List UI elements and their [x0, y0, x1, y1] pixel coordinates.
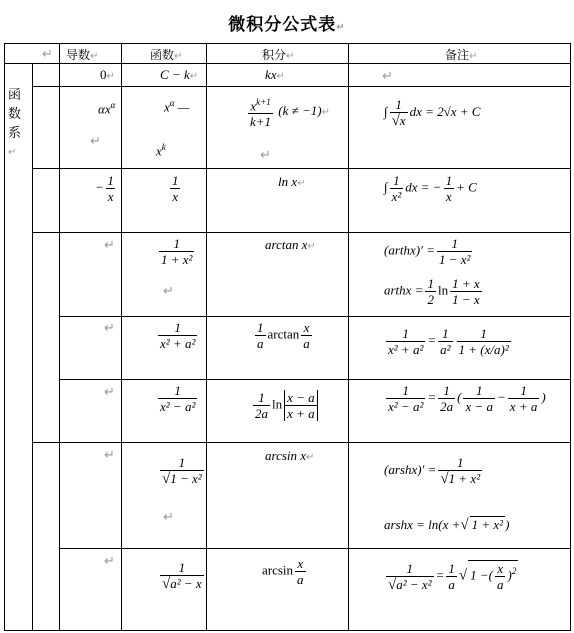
r5-function	[156, 320, 206, 351]
header-integral-text: 积分	[262, 48, 287, 62]
r6-function-frac	[158, 383, 197, 414]
category-char: 函	[8, 88, 22, 103]
grid-line	[206, 43, 207, 630]
r8-note-frac2	[446, 561, 457, 592]
grid-line	[32, 86, 571, 87]
r4-derivative-mark: ↵	[104, 238, 115, 253]
numerator: 1	[475, 383, 483, 398]
r2-integral	[246, 95, 330, 129]
r4-integral-text: arctan x	[265, 237, 308, 252]
denominator: a	[257, 336, 264, 351]
r8-note-frac3	[495, 561, 506, 592]
category-char-text: 系	[8, 126, 22, 141]
paragraph-mark: ↵	[469, 51, 478, 62]
ln-text: ln	[437, 282, 449, 298]
r3-note-mid: dx = −	[405, 179, 442, 195]
numerator: 1	[393, 173, 400, 188]
denominator: 1 − x²	[438, 252, 471, 267]
r7-note2-lhs: arshx = ln(x +	[384, 517, 461, 532]
grid-line	[59, 379, 571, 380]
r8-function-frac	[160, 560, 204, 592]
denominator: x² − a²	[160, 399, 196, 414]
arctan-text: arctan	[267, 326, 300, 342]
r3-note-frac	[390, 173, 404, 204]
numerator: x	[297, 556, 304, 571]
header-note-text: 备注	[445, 48, 470, 62]
denominator: 2a	[255, 406, 268, 421]
equals-sign: =	[435, 567, 445, 583]
r3-function-frac	[170, 173, 181, 204]
numerator: 1	[395, 97, 402, 112]
denominator: 2	[427, 292, 434, 307]
r4-note-1	[384, 236, 474, 267]
r8-function	[158, 560, 206, 592]
sqrt-icon: √	[162, 576, 171, 592]
header-derivative	[66, 46, 98, 63]
r1-derivative-text: 0	[100, 67, 107, 82]
denominator: a	[448, 577, 455, 592]
numerator: 1	[172, 173, 179, 188]
r3-note-frac2	[444, 173, 455, 204]
paragraph-mark: ↵	[8, 147, 17, 158]
r6-note-frac4	[508, 383, 540, 414]
title-text: 微积分公式表	[228, 15, 337, 35]
r8-integral-frac	[295, 556, 306, 587]
paren-close: )	[505, 517, 510, 532]
den-text: a² − x	[170, 576, 202, 591]
header-note	[445, 46, 477, 63]
numerator: x	[303, 320, 310, 335]
denominator: x	[445, 189, 452, 204]
r7-note-lhs: (arshx)′ =	[384, 461, 437, 477]
grid-line	[4, 43, 571, 44]
denominator: x + a	[287, 406, 315, 421]
paragraph-mark: ↵	[174, 51, 183, 62]
r4-note2-lhs: arthx =	[384, 282, 424, 298]
paragraph-mark: ↵	[90, 51, 99, 62]
grid-line	[32, 168, 571, 169]
num-exp: k+1	[256, 97, 271, 107]
numerator: x	[497, 561, 504, 576]
integral-sign: ∫	[384, 179, 388, 195]
denominator	[438, 470, 482, 487]
r5-note-frac3	[457, 326, 511, 357]
numerator: 1	[480, 326, 487, 341]
r4-note2-frac2	[450, 276, 482, 307]
r2-integral-frac	[248, 95, 273, 129]
grid-line	[59, 548, 571, 549]
category-char	[8, 124, 28, 162]
sqrt-icon: √	[391, 113, 400, 129]
r8-note-frac	[386, 561, 434, 593]
numerator: 1	[258, 390, 265, 405]
ln-text: ln	[272, 396, 283, 412]
r4-function	[157, 236, 196, 267]
numerator: 1	[174, 320, 181, 335]
sqrt-icon: √	[388, 576, 397, 593]
r5-integral-frac2	[301, 320, 312, 351]
grid-line	[32, 63, 33, 630]
numerator: 1	[457, 455, 464, 470]
numerator: 1	[427, 276, 434, 291]
r6-derivative-mark: ↵	[104, 385, 115, 400]
radicand: 1 −( $\frac{x}{a}$ )$^2$	[470, 561, 517, 592]
r4-note-2	[384, 276, 484, 307]
numerator: 1	[173, 236, 180, 251]
grid-line	[121, 43, 122, 630]
r3-function	[168, 173, 183, 204]
r3-note	[384, 173, 477, 204]
den-text: 1 − x²	[170, 471, 202, 486]
numerator: 1	[257, 320, 264, 335]
denominator: a	[303, 336, 310, 351]
r4-note-lhs: (arthx)′ =	[384, 242, 435, 258]
paragraph-mark: ↵	[321, 107, 331, 119]
header-integral	[262, 46, 294, 63]
paragraph-mark: ↵	[336, 22, 346, 33]
denominator: x² − a²	[388, 399, 424, 414]
header-function	[150, 46, 182, 63]
r4-function-frac	[159, 236, 194, 267]
paragraph-mark: ↵	[307, 241, 316, 252]
sqrt-icon: √	[458, 567, 468, 584]
den-text: 1 + x²	[448, 471, 481, 486]
r4-note2-frac	[425, 276, 436, 307]
r2-derivative	[98, 100, 121, 117]
r5-integral-frac	[255, 320, 266, 351]
r6-function	[156, 383, 206, 414]
r3-integral-text: ln x	[278, 174, 298, 189]
r2-derivative-mark: ↵	[90, 134, 101, 149]
paragraph-mark: ↵	[106, 71, 115, 82]
integral-sign: ∫	[384, 103, 388, 119]
numerator: 1	[445, 173, 453, 188]
arcsin-text: arcsin	[262, 562, 294, 578]
grid-line	[4, 43, 5, 630]
denominator: x + a	[509, 399, 538, 414]
denominator: a	[496, 577, 504, 592]
r5-derivative-mark: ↵	[104, 321, 115, 336]
denominator: 1 + (x/a)²	[458, 342, 509, 357]
r2-derivative-text: αx	[98, 101, 111, 117]
r2-note-frac	[390, 97, 408, 129]
r3-derivative-frac	[105, 173, 116, 204]
r5-function-frac	[158, 320, 197, 351]
radicand-lead: 1 −	[470, 567, 489, 583]
paragraph-mark: ↵	[189, 71, 199, 82]
numerator: 1	[107, 173, 114, 188]
r7-integral	[265, 448, 314, 464]
numerator: 1 + x	[452, 276, 480, 291]
sqrt-icon: √	[162, 471, 171, 487]
r2-function-top-exp: α	[169, 98, 175, 108]
r7-function	[158, 455, 206, 487]
denominator: 1 − x	[452, 292, 480, 307]
paren-close: )	[541, 389, 546, 405]
den-text: a² − x²	[396, 576, 432, 592]
r2-integral-cond: (k ≠ −1)	[278, 103, 322, 119]
numerator: 1	[178, 455, 186, 470]
numerator	[248, 95, 272, 113]
numerator: x − a	[287, 390, 315, 405]
denominator: x	[172, 189, 179, 204]
r5-note-frac	[386, 326, 425, 357]
paragraph-mark: ↵	[297, 178, 306, 189]
grid-line	[4, 630, 571, 631]
page-title	[0, 10, 574, 35]
denominator: 1 + x²	[161, 252, 193, 267]
r3-derivative	[96, 173, 121, 204]
numerator: 1	[442, 326, 449, 341]
r4-note-frac	[437, 236, 472, 267]
denominator	[160, 470, 204, 487]
r3-note-tail: + C	[456, 179, 477, 195]
r5-note	[384, 326, 513, 357]
denominator: x² + a²	[388, 342, 424, 357]
r8-note	[384, 560, 518, 593]
denominator	[160, 575, 204, 592]
header-corner-mark: ↵	[42, 47, 53, 62]
r7-note-1	[384, 455, 484, 487]
r1-note-mark: ↵	[382, 69, 393, 84]
r6-note-frac2	[438, 383, 455, 414]
denominator: 2a	[440, 399, 454, 414]
denominator	[386, 576, 434, 593]
r6-note-frac3	[463, 383, 495, 414]
grid-line	[32, 232, 571, 233]
minus-sign: −	[497, 389, 506, 405]
paragraph-mark: ↵	[286, 51, 295, 62]
r6-note-frac	[386, 383, 425, 414]
r2-derivative-exp: α	[110, 100, 116, 110]
r7-function-mark: ↵	[163, 510, 174, 525]
paren-open: (	[457, 389, 462, 405]
r7-integral-text: arcsin x	[265, 448, 307, 463]
den-text: x	[399, 113, 406, 128]
radicand: 1 + x²	[471, 517, 504, 532]
equals-sign: =	[427, 332, 437, 348]
grid-line	[4, 63, 571, 64]
r2-integral-mark: ↵	[260, 148, 271, 163]
power: 2	[511, 566, 517, 577]
denominator: x − a	[465, 399, 494, 414]
r1-integral-text: kx	[265, 67, 277, 82]
denominator: x² + a²	[160, 336, 196, 351]
r6-note	[384, 383, 546, 414]
r4-function-mark: ↵	[163, 284, 174, 299]
numerator: 1	[406, 560, 414, 576]
r1-function	[160, 67, 198, 83]
r1-function-text: C − k	[160, 67, 190, 82]
r5-integral	[253, 320, 314, 351]
numerator: 1	[448, 561, 455, 576]
r2-function-top-text: x	[164, 99, 170, 115]
r7-derivative-mark: ↵	[104, 448, 115, 463]
numerator: 1	[443, 383, 450, 398]
r2-function-bot	[156, 142, 166, 159]
grid-line	[32, 442, 571, 443]
denominator: x	[107, 189, 114, 204]
minus-sign: −	[96, 179, 104, 195]
denominator: x²	[391, 189, 402, 204]
r2-note	[384, 97, 480, 129]
grid-line	[59, 316, 571, 317]
sqrt-icon: √	[440, 471, 449, 487]
r4-integral	[265, 237, 316, 253]
r7-note-2	[384, 516, 509, 534]
grid-line	[59, 43, 60, 630]
r2-function-bot-exp: k	[161, 142, 166, 152]
denominator	[390, 112, 408, 129]
r2-note-tail: dx = 2√x + C	[409, 103, 481, 119]
grid-line	[570, 43, 571, 630]
numerator: 1	[178, 560, 186, 575]
numerator: 1	[402, 326, 409, 341]
r1-integral	[265, 67, 285, 83]
r6-integral-frac	[253, 390, 270, 421]
denominator: a²	[440, 342, 451, 357]
r3-integral	[278, 174, 306, 190]
header-function-text: 函数	[150, 48, 175, 62]
r5-note-frac2	[438, 326, 452, 357]
r6-integral	[251, 390, 320, 421]
numerator: 1	[402, 383, 409, 398]
paragraph-mark: ↵	[306, 452, 315, 463]
r7-note-frac	[438, 455, 482, 487]
equals-sign: =	[427, 389, 437, 405]
r6-integral-abs-frac	[284, 390, 318, 421]
category-char: 数	[8, 107, 22, 122]
category-label	[8, 86, 28, 162]
header-derivative-text: 导数	[66, 48, 91, 62]
r1-derivative	[100, 67, 115, 83]
numerator: 1	[174, 383, 181, 398]
denominator: a	[297, 572, 304, 587]
r8-integral	[262, 556, 308, 587]
grid-line	[348, 43, 349, 630]
numerator: 1	[451, 236, 458, 251]
r2-function-dash: —	[174, 99, 190, 115]
r7-function-frac	[160, 455, 204, 487]
r2-function-top	[164, 98, 189, 115]
r8-derivative-mark: ↵	[104, 554, 115, 569]
num-text: x	[250, 98, 257, 114]
sqrt-icon: √	[460, 517, 469, 533]
r2-function-bot-text: x	[156, 143, 162, 159]
numerator: 1	[520, 383, 527, 398]
paragraph-mark: ↵	[276, 71, 285, 82]
denominator: k+1	[250, 114, 272, 130]
